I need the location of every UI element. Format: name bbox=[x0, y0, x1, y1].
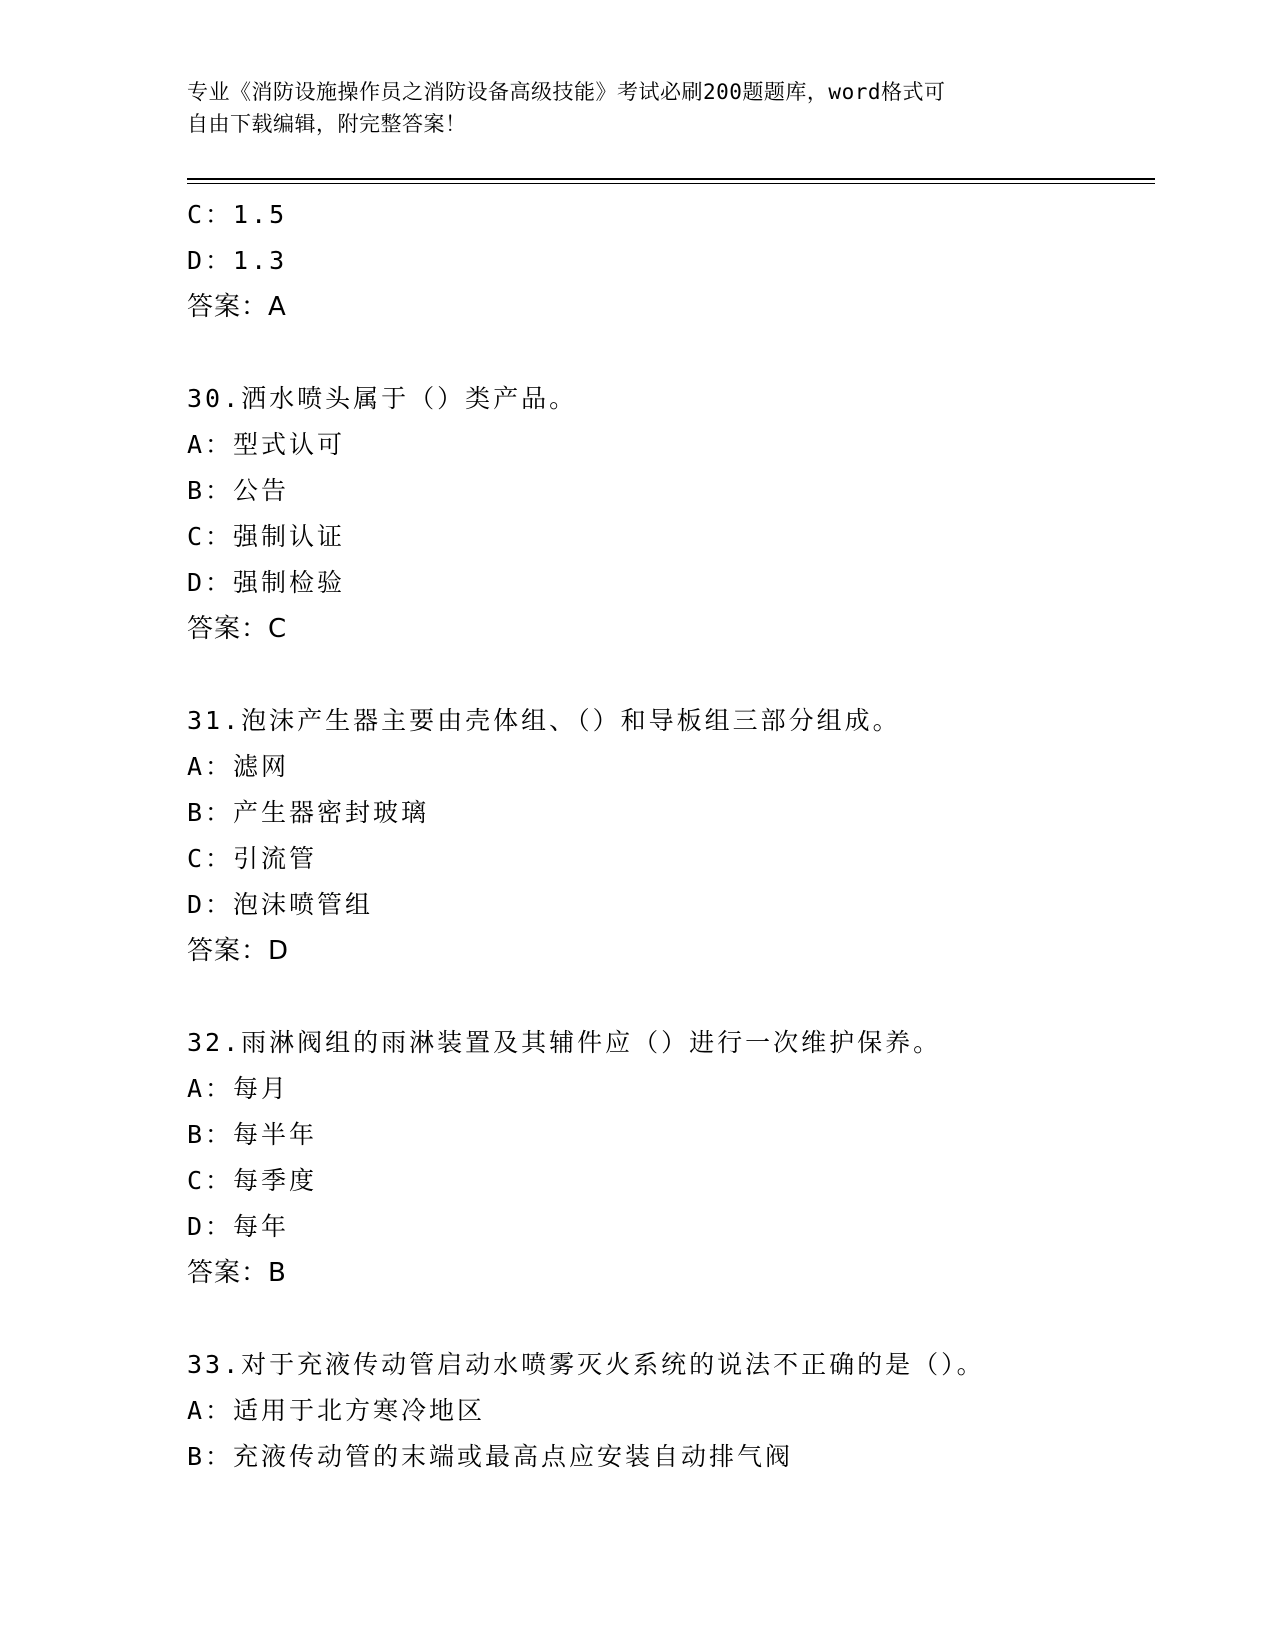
question-text: 32.雨淋阀组的雨淋装置及其辅件应（）进行一次维护保养。 bbox=[187, 1028, 942, 1057]
option-item: A：型式认可 bbox=[187, 430, 346, 459]
option-item: D：泡沫喷管组 bbox=[187, 890, 374, 919]
spacer bbox=[187, 330, 1155, 376]
option-item: A：滤网 bbox=[187, 752, 290, 781]
question-list bbox=[187, 192, 1155, 1480]
option-item: D：1.3 bbox=[187, 246, 288, 275]
option-item: C：引流管 bbox=[187, 844, 318, 873]
question-text: 30.洒水喷头属于（）类产品。 bbox=[187, 384, 578, 413]
option-item: B：产生器密封玻璃 bbox=[187, 798, 430, 827]
header-line-2: 自由下载编辑，附完整答案！ bbox=[187, 112, 467, 136]
question-text: 31.泡沫产生器主要由壳体组、（）和导板组三部分组成。 bbox=[187, 706, 901, 735]
option-item: C：强制认证 bbox=[187, 522, 346, 551]
option-item: C：每季度 bbox=[187, 1166, 318, 1195]
option-item: C：1.5 bbox=[187, 200, 288, 229]
option-item: D：强制检验 bbox=[187, 568, 346, 597]
spacer bbox=[187, 974, 1155, 1020]
option-item: D：每年 bbox=[187, 1212, 290, 1241]
answer-line: 答案：C bbox=[187, 614, 288, 644]
header-rule-thick bbox=[187, 178, 1155, 180]
spacer bbox=[187, 652, 1155, 698]
header-rule-thin bbox=[187, 183, 1155, 184]
answer-line: 答案：A bbox=[187, 292, 287, 322]
option-item: A：每月 bbox=[187, 1074, 290, 1103]
answer-line: 答案：D bbox=[187, 936, 290, 966]
document-header bbox=[187, 76, 1087, 140]
option-item: B：充液传动管的末端或最高点应安装自动排气阀 bbox=[187, 1442, 794, 1471]
option-item: B：公告 bbox=[187, 476, 290, 505]
option-item: B：每半年 bbox=[187, 1120, 318, 1149]
answer-line: 答案：B bbox=[187, 1258, 287, 1288]
question-text: 33.对于充液传动管启动水喷雾灭火系统的说法不正确的是（）。 bbox=[187, 1350, 985, 1379]
option-item: A：适用于北方寒冷地区 bbox=[187, 1396, 486, 1425]
header-line-1: 专业《消防设施操作员之消防设备高级技能》考试必刷200题题库，word格式可 bbox=[187, 80, 946, 104]
spacer bbox=[187, 1296, 1155, 1342]
